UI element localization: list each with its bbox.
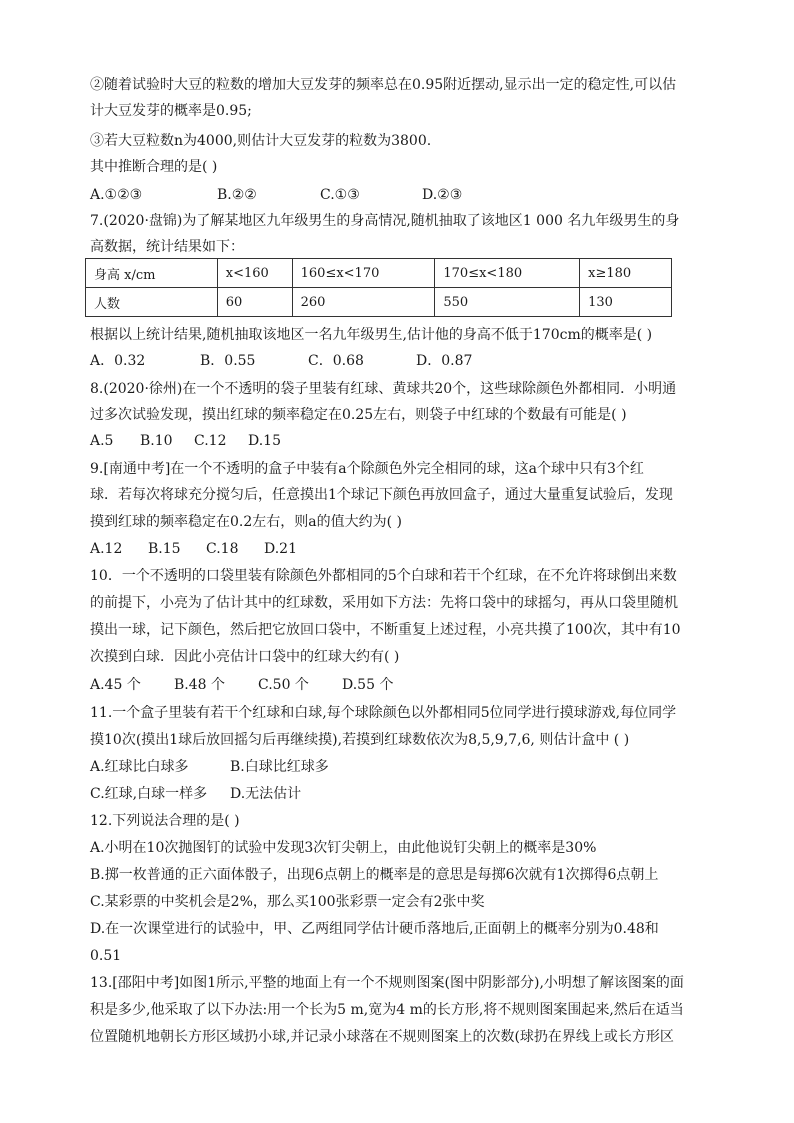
- q12-option-b: B.掷一枚普通的正六面体骰子，出现6点朝上的概率是的意思是每掷6次就有1次掷得6点朝上: [90, 867, 659, 883]
- q9-line-2: 球．若每次将球充分搅匀后，任意摸出1个球记下颜色再放回盒子，通过大量重复试验后，发现: [90, 487, 673, 503]
- q6-statement-2-line-1: ②随着试验时大豆的粒数的增加大豆发芽的频率总在0.95附近摆动,显示出一定的稳定性,可以估: [90, 77, 677, 93]
- q9-line-1: 9.[南通中考]在一个不透明的盒子中装有a个除颜色外完全相同的球，这a个球中只有3个红: [90, 461, 644, 477]
- q13-line-3: 位置随机地朝长方形区域扔小球,并记录小球落在不规则图案上的次数(球扔在界线上或长方形区: [90, 1029, 674, 1045]
- table-row-header: [86, 259, 672, 288]
- q10-line-1: 10．一个不透明的口袋里装有除颜色外都相同的5个白球和若干个红球，在不允许将球倒出来数: [90, 568, 677, 584]
- table-header-cell: x≥180: [580, 259, 672, 288]
- q6-options: [90, 186, 690, 204]
- q7-option-a: A．0.32: [90, 353, 146, 369]
- q7-option-b: B．0.55: [200, 353, 256, 369]
- table-cell: 人数: [86, 288, 218, 317]
- q8-option-a: A.5: [90, 433, 114, 449]
- q12-option-d-line-1: D.在一次课堂进行的试验中，甲、乙两组同学估计硬币落地后,正面朝上的概率分别为0.48和: [90, 921, 659, 937]
- q13-line-1: 13.[邵阳中考]如图1所示,平整的地面上有一个不规则图案(图中阴影部分),小明想了解该图案的面: [90, 975, 684, 991]
- q6-option-c: C.①③: [320, 187, 360, 203]
- q6-option-d: D.②③: [422, 187, 463, 203]
- table-cell: 550: [435, 288, 580, 317]
- table-cell: 260: [292, 288, 435, 317]
- q10-option-b: B.48 个: [174, 677, 226, 693]
- q8-options: [90, 432, 690, 450]
- q9-line-3: 摸到红球的频率稳定在0.2左右，则a的值大约为( ): [90, 514, 402, 530]
- q9-option-c: C.18: [206, 541, 239, 557]
- table-cell: 60: [217, 288, 292, 317]
- q12-option-d-line-2: 0.51: [90, 948, 122, 964]
- q6-option-a: A.①②③: [90, 187, 143, 203]
- q6-statement-2-line-2: 计大豆发芽的概率是0.95;: [90, 103, 252, 119]
- q9-option-a: A.12: [90, 541, 123, 557]
- q9-option-b: B.15: [148, 541, 181, 557]
- q12-option-a: A.小明在10次抛图钉的试验中发现3次钉尖朝上，由此他说钉尖朝上的概率是30%: [90, 840, 597, 856]
- q10-option-d: D.55 个: [342, 677, 394, 693]
- q7-options: [90, 352, 690, 370]
- table-cell: 130: [580, 288, 672, 317]
- q11-line-2: 摸10次(摸出1球后放回摇匀后再继续摸),若摸到红球数依次为8,5,9,7,6, 则估计盒中 ( ): [90, 732, 630, 748]
- q8-option-b: B.10: [140, 433, 173, 449]
- q7-line-1: 7.(2020·盘锦)为了解某地区九年级男生的身高情况,随机抽取了该地区1 000 名九年级男生的身: [90, 213, 680, 229]
- q10-option-c: C.50 个: [258, 677, 309, 693]
- q7-after-table: 根据以上统计结果,随机抽取该地区一名九年级男生,估计他的身高不低于170cm的概率是( ): [90, 327, 653, 343]
- q9-option-d: D.21: [264, 541, 297, 557]
- q6-option-b: B.②②: [217, 187, 257, 203]
- q11-option-d: D.无法估计: [230, 786, 302, 802]
- table-header-cell: 170≤x<180: [435, 259, 580, 288]
- q11-option-a: A.红球比白球多: [90, 759, 189, 775]
- q9-options: [90, 540, 690, 558]
- q12-option-c: C.某彩票的中奖机会是2%，那么买100张彩票一定会有2张中奖: [90, 894, 485, 910]
- q11-option-c: C.红球,白球一样多: [90, 786, 208, 802]
- q10-line-2: 的前提下，小亮为了估计其中的红球数，采用如下方法：先将口袋中的球摇匀，再从口袋里随机: [90, 595, 678, 611]
- q10-line-4: 次摸到白球．因此小亮估计口袋中的红球大约有( ): [90, 649, 400, 665]
- q10-line-3: 摸出一球，记下颜色，然后把它放回口袋中，不断重复上述过程，小亮共摸了100次，其中有10: [90, 622, 681, 638]
- q8-option-c: C.12: [194, 433, 227, 449]
- q6-prompt: 其中推断合理的是( ): [90, 159, 218, 175]
- q7-option-c: C．0.68: [308, 353, 364, 369]
- q13-line-2: 积是多少,他采取了以下办法:用一个长为5 m,宽为4 m的长方形,将不规则图案围起来,然后在适当: [90, 1002, 684, 1018]
- q8-option-d: D.15: [248, 433, 281, 449]
- q6-statement-3: ③若大豆粒数n为4000,则估计大豆发芽的粒数为3800.: [90, 133, 432, 149]
- table-header-cell: 身高 x/cm: [86, 259, 218, 288]
- q11-options-row-1: [90, 758, 690, 776]
- q11-option-b: B.白球比红球多: [230, 759, 329, 775]
- q8-line-2: 过多次试验发现，摸出红球的频率稳定在0.25左右，则袋子中红球的个数最有可能是( ): [90, 407, 627, 423]
- q12-line-1: 12.下列说法合理的是( ): [90, 813, 240, 829]
- q7-line-2: 高数据，统计结果如下：: [90, 239, 244, 255]
- table-row-count: [86, 288, 672, 317]
- q10-options: [90, 676, 690, 694]
- q8-line-1: 8.(2020·徐州)在一个不透明的袋子里装有红球、黄球共20个，这些球除颜色外都相同．小明通: [90, 381, 677, 397]
- height-table: [85, 258, 672, 317]
- table-header-cell: 160≤x<170: [292, 259, 435, 288]
- q7-option-d: D．0.87: [416, 353, 473, 369]
- q11-line-1: 11.一个盒子里装有若干个红球和白球,每个球除颜色以外都相同5位同学进行摸球游戏,每位同学: [90, 705, 677, 721]
- table-header-cell: x<160: [217, 259, 292, 288]
- q11-options-row-2: [90, 785, 690, 803]
- q10-option-a: A.45 个: [90, 677, 141, 693]
